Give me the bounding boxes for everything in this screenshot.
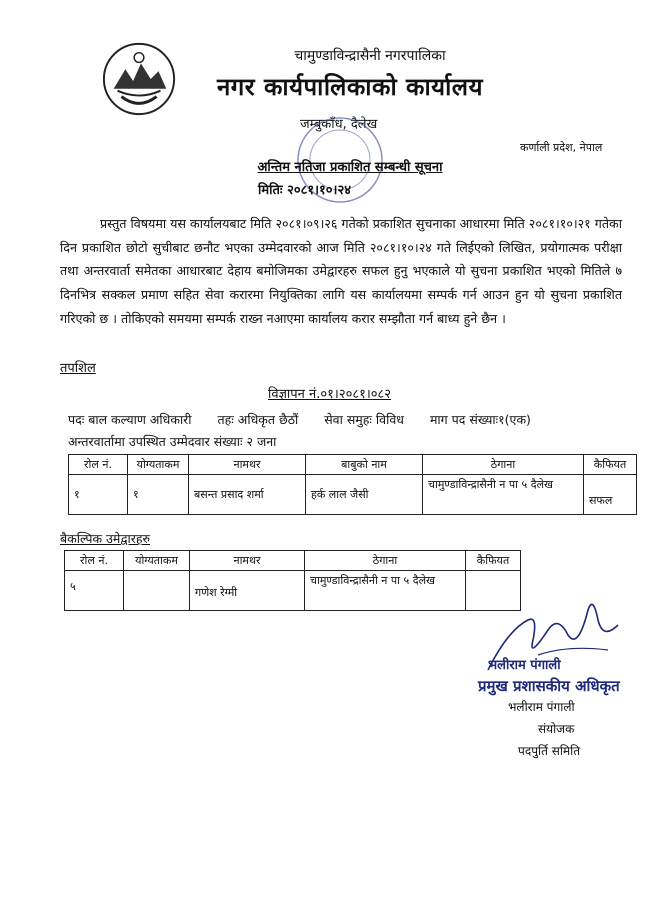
table-cell: गणेश रेग्मी: [190, 571, 305, 611]
table-cell: चामुण्डाविन्द्रासैनी न पा ५ दैलेख: [305, 571, 466, 611]
notice-paragraph: प्रस्तुत विषयमा यस कार्यालयबाट मिति २०८१।०९।२६ गतेको प्रकाशित सुचनाका आधारमा मिति २०८१।१०।२१ गतेका दिन प्रकाशित छोटो सुचीबाट छनौट भएका उम्मेदवारको आज मिति २०८१।१०।२४ गते लिईएको लिखित, प्रयोगात्मक परीक्षा तथा अन्तरवार्ता समेतका आधारबाट देहाय बमोजिमका उमेद्वारहरु सफल हुनु भएकाले यो सुचना प्रकाशित भएको मितिले ७ दिनभित्र सक्कल प्रमाण सहित सेवा करारमा नियुक्तिका लागि यस कार्यालयमा सम्पर्क गर्न आउन हुन यो सुचना प्रकाशित गरिएको छ । तोकिएको समयमा सम्पर्क राख्न नआएमा कार्यालय करार सम्झौता गर्न बाध्य हुने छैन ।: [60, 216, 622, 326]
details-heading: तपशिल: [60, 361, 96, 376]
column-header: रोल नं.: [65, 551, 124, 571]
column-header: नामथर: [190, 551, 305, 571]
table-header-row: [65, 551, 521, 571]
interview-count: अन्तरवार्तामा उपस्थित उम्मेदवार संख्याः २ जना: [68, 434, 277, 449]
notice-date: मितिः २०८१।१०।२४: [258, 183, 352, 198]
post-details: [68, 411, 553, 428]
table-cell: १: [69, 475, 128, 515]
column-header: कैफियत: [584, 455, 637, 475]
table-row: [65, 571, 521, 611]
table-cell: ५: [65, 571, 124, 611]
table-cell: चामुण्डाविन्द्रासैनी न पा ५ दैलेख: [423, 475, 584, 515]
office-title: नगर कार्यपालिकाको कार्यालय: [216, 73, 484, 101]
alternate-candidates-table: [64, 550, 521, 611]
stamp-name: भलीराम पंगाली: [488, 658, 561, 673]
municipality-name: चामुण्डाविन्द्रासैनी नगरपालिका: [294, 48, 446, 64]
service-group: सेवा समुहः विविध: [324, 412, 404, 427]
signatory-committee: पदपुर्ति समिति: [518, 744, 581, 758]
column-header: योग्यताकम: [128, 455, 189, 475]
column-header: बाबुको नाम: [306, 455, 423, 475]
notice-body: [60, 212, 622, 331]
post-level: तहः अधिकृत छैठौं: [217, 412, 299, 427]
notice-title: अन्तिम नतिजा प्रकाशित सम्बन्धी सूचना: [257, 160, 443, 175]
table-cell: हर्क लाल जैसी: [306, 475, 423, 515]
signatory-role: संयोजक: [538, 722, 575, 736]
signatory-name: भलीराम पंगाली: [508, 700, 575, 714]
table-header-row: [69, 455, 637, 475]
post-name: पदः बाल कल्याण अधिकारी: [68, 412, 192, 427]
table-cell: १: [128, 475, 189, 515]
province-address: कर्णाली प्रदेश, नेपाल: [520, 141, 603, 154]
column-header: रोल नं.: [69, 455, 128, 475]
demand-count: माग पद संख्याः१(एक): [429, 412, 531, 427]
table-cell: सफल: [584, 475, 637, 515]
column-header: योग्यताकम: [124, 551, 190, 571]
column-header: ठेगाना: [305, 551, 466, 571]
column-header: कैफियत: [466, 551, 521, 571]
advertisement-number: विज्ञापन नं.०१।२०८१।०८२: [268, 387, 392, 402]
successful-candidates-table: [68, 454, 637, 515]
district-address: जम्बुकाँध, दैलेख: [300, 117, 378, 132]
table-cell: बसन्त प्रसाद शर्मा: [189, 475, 306, 515]
table-cell: [124, 571, 190, 611]
table-row: [69, 475, 637, 515]
alternate-candidates-heading: बैकल्पिक उमेद्वारहरु: [60, 531, 150, 546]
column-header: ठेगाना: [423, 455, 584, 475]
government-emblem-icon: [100, 40, 178, 118]
stamp-title: प्रमुख प्रशासकीय अधिकृत: [478, 677, 620, 695]
column-header: नामथर: [189, 455, 306, 475]
